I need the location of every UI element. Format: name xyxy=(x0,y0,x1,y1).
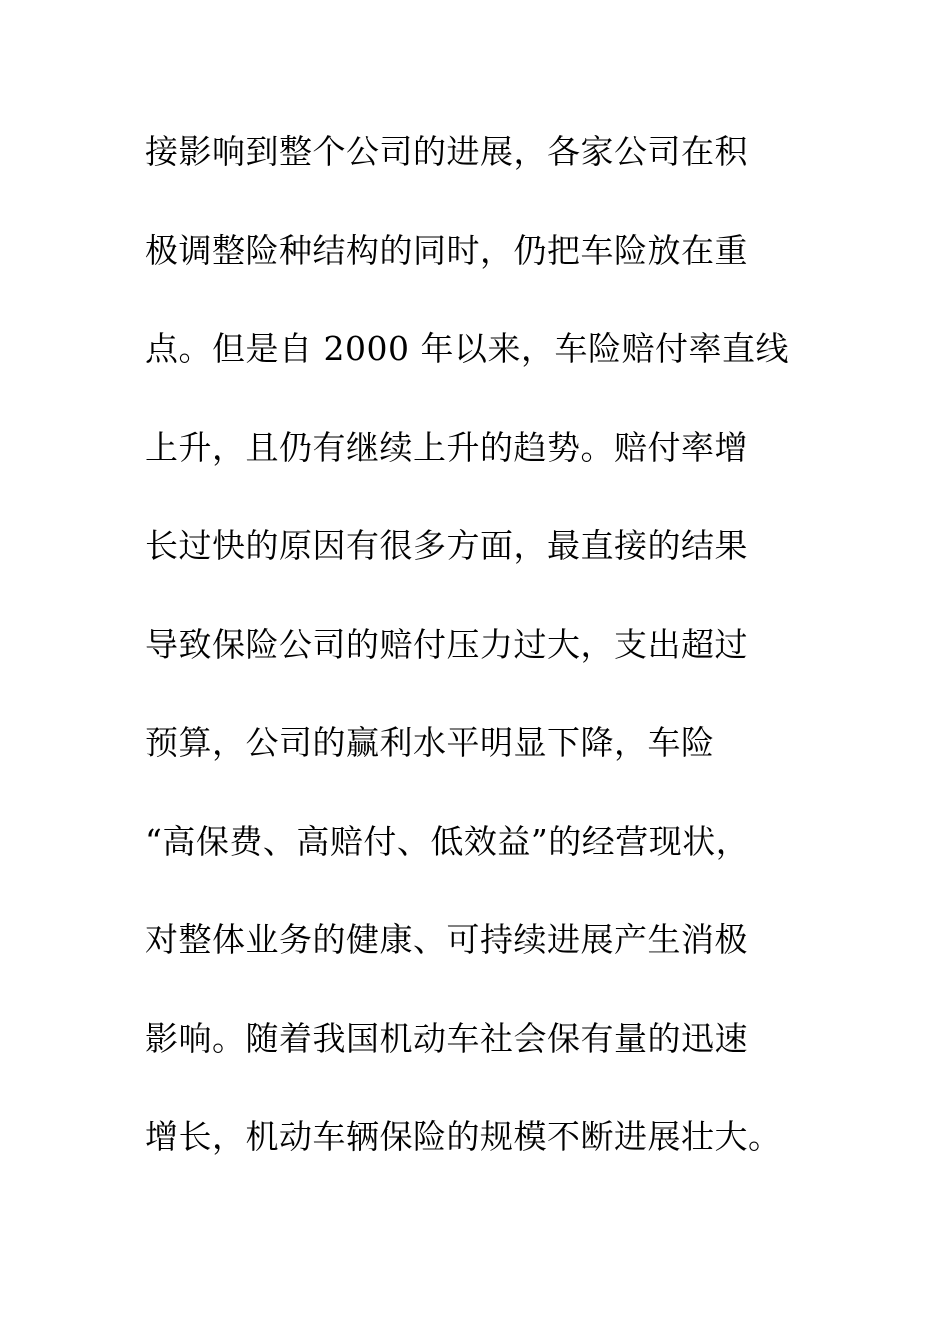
text-line-1: 接影响到整个公司的进展，各家公司在积 xyxy=(145,132,748,171)
text-line-5: 长过快的原因有很多方面，最直接的结果 xyxy=(145,526,748,565)
text-line-3: 点。但是自 2000 年以来，车险赔付率直线 xyxy=(145,329,789,368)
body-paragraph xyxy=(145,124,825,1208)
text-line-11: 增长，机动车辆保险的规模不断进展壮大。 xyxy=(145,1117,782,1156)
text-line-2: 极调整险种结构的同时，仍把车险放在重 xyxy=(145,230,748,270)
text-line-8: “高保费、高赔付、低效益”的经营现状， xyxy=(145,821,750,861)
text-line-7: 预算，公司的赢利水平明显下降，车险 xyxy=(145,723,715,762)
text-line-4: 上升，且仍有继续上升的趋势。赔付率增 xyxy=(145,427,748,467)
text-line-6: 导致保险公司的赔付压力过大，支出超过 xyxy=(145,624,748,664)
text-line-9: 对整体业务的健康、可持续进展产生消极 xyxy=(145,920,748,959)
text-line-10: 影响。随着我国机动车社会保有量的迅速 xyxy=(145,1018,748,1058)
